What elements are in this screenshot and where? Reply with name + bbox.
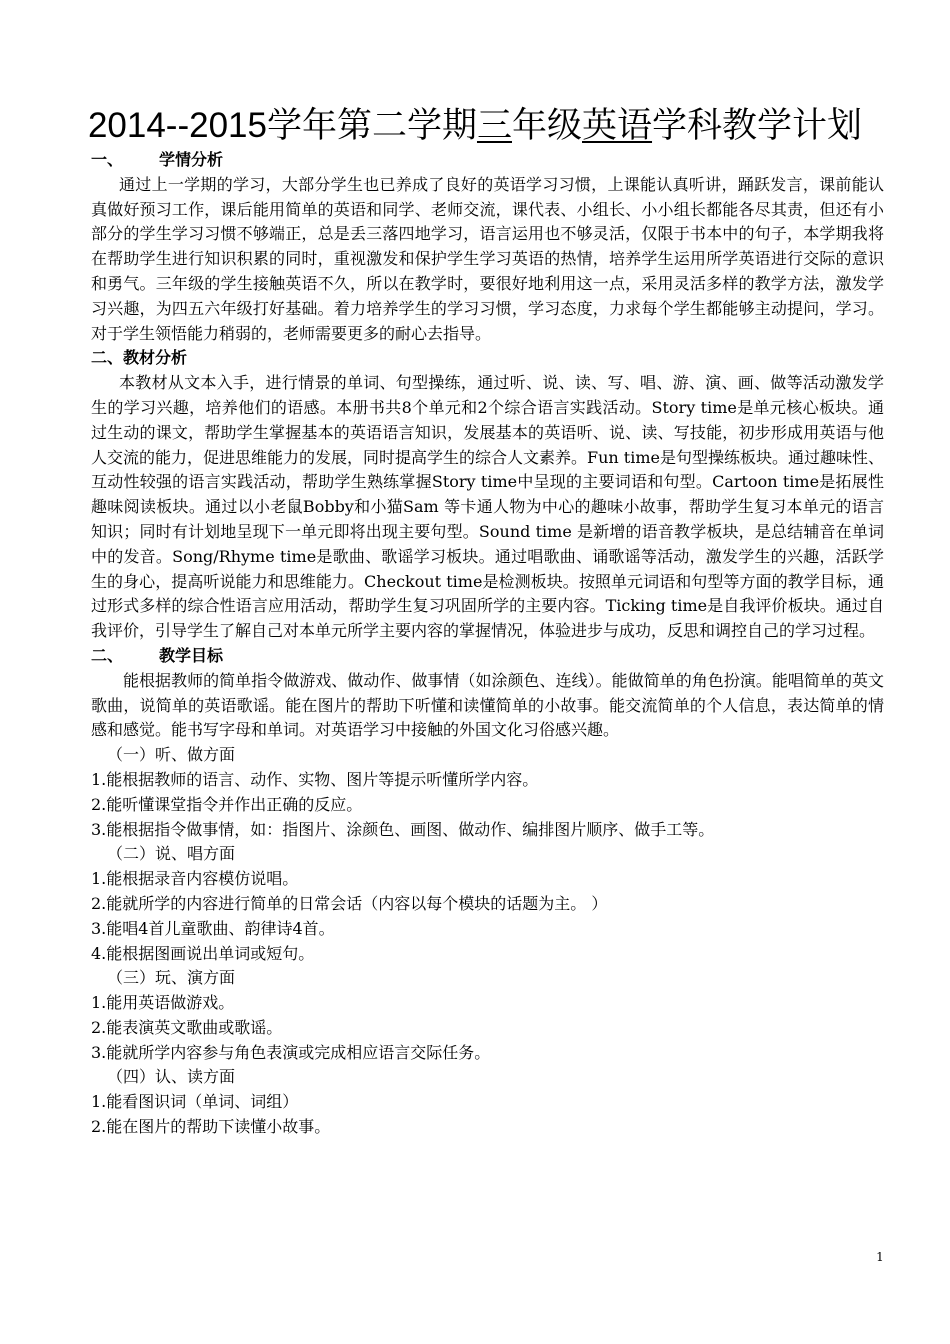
list-item: 1.能根据录音内容模仿说唱。	[91, 869, 299, 889]
list-item: 1.能用英语做游戏。	[91, 993, 235, 1013]
page-number: 1	[876, 1250, 884, 1264]
title-grade: 三	[476, 106, 512, 145]
section-heading-student-analysis	[91, 148, 884, 173]
subsection-title: （三）玩、演方面	[107, 968, 236, 988]
section-paragraph: 本教材从文本入手，进行情景的单词、句型操练，通过听、说、读、写、唱、游、演、画、做等活动激发学生的学习兴趣，培养他们的语感。本册书共8个单元和2个综合语言实践活动。Story time是单元核心板块。通过生动的课文，帮助学生掌握基本的英语语言知识，发展基本的英语听、说、读、写技能，初步形成用英语与他人交流的能力，促进思维能力的发展，同时提高学生的综合人文素养。Fun time是句型操练板块。通过趣味性、互动性较强的语言实践活动，帮助学生熟练掌握Story time中呈现的主要词语和句型。Cartoon time是拓展性趣味阅读板块。通过以小老鼠Bobby和小猫Sam 等卡通人物为中心的趣味小故事，帮助学生复习本单元的语言知识；同时有计划地呈现下一单元即将出现主要句型。Sound time 是新增的语音教学板块，是总结辅音在单词中的发音。Song/Rhyme time是歌曲、歌谣学习板块。通过唱歌曲、诵歌谣等活动，激发学生的兴趣，活跃学生的身心，提高听说能力和思维能力。Checkout time是检测板块。按照单元词语和句型等方面的教学目标，通过形式多样的综合性语言应用活动，帮助学生复习巩固所学的主要内容。Ticking time是自我评价板块。通过自我评价，引导学生了解自己对本单元所学主要内容的掌握情况，体验进步与成功，反思和调控自己的学习过程。	[91, 373, 884, 641]
section-heading-textbook-analysis	[91, 346, 884, 371]
title-subject: 英语	[582, 106, 653, 145]
section-number: 一、	[91, 150, 124, 169]
section-title: 学情分析	[159, 150, 224, 169]
section-number: 二、	[91, 645, 124, 665]
title-mid: 年级	[512, 106, 583, 145]
subsection-title: （四）认、读方面	[107, 1067, 236, 1087]
list-item: 2.能听懂课堂指令并作出正确的反应。	[91, 794, 363, 814]
list-item: 1.能根据教师的语言、动作、实物、图片等提示听懂所学内容。	[91, 769, 539, 789]
section-paragraph: 通过上一学期的学习，大部分学生也已养成了良好的英语学习习惯，上课能认真听讲，踊跃发言，课前能认真做好预习工作，课后能用简单的英语和同学、老师交流，课代表、小组长、小小组长都能各尽其责，但还有小部分的学生学习习惯不够端正，总是丢三落四地学习，语言运用也不够灵活，仅限于书本中的句子，本学期我将在帮助学生进行知识积累的同时，重视激发和保护学生学习英语的热情，培养学生运用所学英语进行交际的意识和勇气。三年级的学生接触英语不久，所以在教学时，要很好地利用这一点，采用灵活多样的教学方法，激发学习兴趣，为四五六年级打好基础。着力培养学生的学习习惯，学习态度，力求每个学生都能够主动提问，学习。对于学生领悟能力稍弱的，老师需要更多的耐心去指导。	[91, 174, 884, 343]
section-paragraph: 能根据教师的简单指令做游戏、做动作、做事情（如涂颜色、连线）。能做简单的角色扮演。能唱简单的英文歌曲，说简单的英语歌谣。能在图片的帮助下听懂和读懂简单的小故事。能交流简单的个人信息，表达简单的情感和感觉。能书写字母和单词。对英语学习中接触的外国文化习俗感兴趣。	[91, 670, 884, 740]
title-suffix: 学科教学计划	[652, 106, 863, 145]
section-title: 教材分析	[123, 348, 188, 368]
subsection-title: （一）听、做方面	[107, 745, 236, 765]
document-body	[91, 148, 884, 1140]
section-number: 二、	[91, 348, 124, 368]
list-item: 2.能表演英文歌曲或歌谣。	[91, 1017, 283, 1037]
list-item: 1.能看图识词（单词、词组）	[91, 1092, 299, 1112]
list-item: 2.能在图片的帮助下读懂小故事。	[91, 1117, 331, 1137]
list-item: 3.能唱4首儿童歌曲、韵律诗4首。	[91, 918, 335, 938]
list-item: 2.能就所学的内容进行简单的日常会话（内容以每个模块的话题为主。 ）	[91, 893, 608, 913]
list-item: 3.能就所学内容参与角色表演或完成相应语言交际任务。	[91, 1042, 491, 1062]
section-heading-teaching-goals	[91, 644, 884, 669]
list-item: 3.能根据指令做事情，如：指图片、涂颜色、画图、做动作、编排图片顺序、做手工等。	[91, 819, 715, 839]
page-title	[0, 106, 950, 146]
title-prefix: 2014--2015学年第二学期	[87, 106, 477, 145]
section-title: 教学目标	[159, 645, 224, 665]
list-item: 4.能根据图画说出单词或短句。	[91, 943, 315, 963]
subsection-title: （二）说、唱方面	[107, 844, 236, 864]
